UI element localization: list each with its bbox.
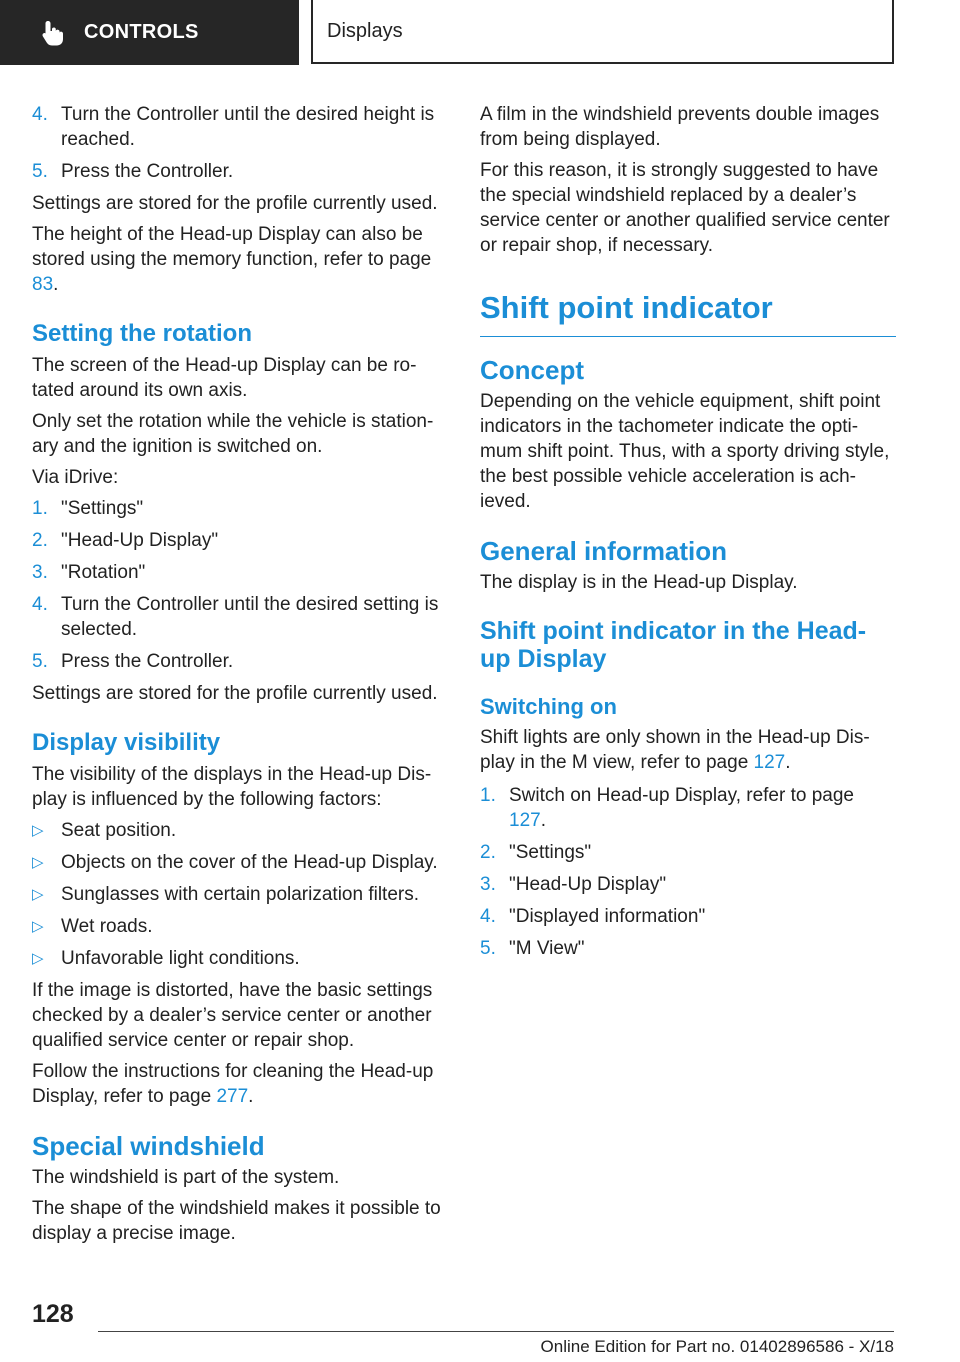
step-text-part: Switch on Head-up Display, refer to page	[509, 785, 854, 806]
list-item	[32, 818, 448, 843]
bullet-text: Sunglasses with certain polarization filters.	[61, 884, 420, 905]
triangle-bullet-icon: ▷	[32, 886, 44, 903]
hand-pointer-icon	[40, 19, 66, 47]
heading-display-visibility: Display visibility	[32, 729, 221, 756]
list-item	[32, 102, 448, 152]
triangle-bullet-icon: ▷	[32, 822, 44, 839]
paragraph: If the image is distorted, have the basic settings checked by a dealer’s service center or another qualified service center or repair shop.	[32, 980, 433, 1051]
paragraph: A film in the windshield prevents double images from being displayed.	[480, 104, 880, 150]
paragraph: The screen of the Head-up Display can be ro‐tated around its own axis.	[32, 355, 417, 401]
paragraph-end: .	[248, 1086, 254, 1107]
heading-general-information: General information	[480, 536, 728, 566]
paragraph-text: Shift lights are only shown in the Head-up Dis‐play in the M view, refer to page	[480, 727, 870, 773]
step-text: Turn the Controller until the desired height is reached.	[61, 104, 435, 150]
paragraph: The visibility of the displays in the Head-up Dis‐play is influenced by the following factors:	[32, 764, 432, 810]
rotation-steps-list	[32, 496, 448, 674]
step-text: Press the Controller.	[61, 651, 234, 672]
bullet-text: Objects on the cover of the Head-up Display.	[61, 852, 438, 873]
heading-setting-rotation: Setting the rotation	[32, 320, 252, 347]
paragraph	[32, 1059, 448, 1109]
step-number: 1.	[32, 498, 48, 519]
chapter-header	[311, 0, 894, 64]
switching-on-steps-list	[480, 783, 896, 961]
step-text: "Displayed information"	[509, 906, 706, 927]
list-item	[32, 649, 448, 674]
page-ref-link[interactable]: 127	[753, 752, 786, 773]
page-ref-link[interactable]: 83	[32, 274, 54, 295]
triangle-bullet-icon: ▷	[32, 854, 44, 871]
paragraph-end: .	[53, 274, 59, 295]
heading-shift-point-indicator: Shift point indicator	[480, 288, 896, 337]
step-text: "M View"	[509, 938, 585, 959]
section-tab-label: CONTROLS	[84, 21, 199, 43]
step-number: 5.	[480, 938, 496, 959]
left-column	[32, 102, 448, 1252]
paragraph	[480, 725, 896, 775]
step-text: Press the Controller.	[61, 161, 234, 182]
paragraph: Settings are stored for the profile currently used.	[32, 193, 438, 214]
step-number: 4.	[32, 104, 48, 125]
step-text: "Rotation"	[61, 562, 146, 583]
list-item	[32, 592, 448, 642]
triangle-bullet-icon: ▷	[32, 918, 44, 935]
list-item	[480, 783, 896, 833]
paragraph	[32, 222, 448, 297]
step-number: 3.	[32, 562, 48, 583]
paragraph-text: Follow the instructions for cleaning the Head-up Display, refer to page	[32, 1061, 434, 1107]
paragraph-end: .	[785, 752, 791, 773]
list-item	[32, 560, 448, 585]
section-tab[interactable]	[0, 0, 299, 65]
paragraph: Depending on the vehicle equipment, shift point indicators in the tachometer indicate the opti‐mum shift point. Thus, with a sporty driving style, the best possible vehicle acceleration is ach‐ieved.	[480, 391, 890, 512]
step-text	[509, 783, 896, 833]
step-number: 3.	[480, 874, 496, 895]
paragraph: The display is in the Head-up Display.	[480, 572, 798, 593]
page-ref-link[interactable]: 277	[216, 1086, 249, 1107]
paragraph: Settings are stored for the profile currently used.	[32, 683, 438, 704]
step-text: "Head-Up Display"	[61, 530, 219, 551]
right-column	[480, 102, 896, 968]
visibility-factors-list	[32, 818, 448, 971]
step-number: 2.	[480, 842, 496, 863]
edition-note: Online Edition for Part no. 01402896586 - X/18	[540, 1337, 894, 1356]
paragraph: Via iDrive:	[32, 467, 119, 488]
step-text: "Settings"	[509, 842, 592, 863]
step-text-end: .	[540, 810, 546, 831]
list-item	[480, 936, 896, 961]
list-item	[480, 840, 896, 865]
bullet-text: Seat position.	[61, 820, 177, 841]
step-text: "Settings"	[61, 498, 144, 519]
heading-shift-point-hud: Shift point indicator in the Head-up Display	[480, 617, 867, 673]
step-number: 1.	[480, 785, 496, 806]
step-text: Turn the Controller until the desired setting is selected.	[61, 594, 439, 640]
step-number: 4.	[480, 906, 496, 927]
step-text: "Head-Up Display"	[509, 874, 667, 895]
paragraph: For this reason, it is strongly suggested to have the special windshield replaced by a dealer’s service center or another qualified service center or repair shop, if necessary.	[480, 160, 890, 256]
paragraph: Only set the rotation while the vehicle is station‐ary and the ignition is switched on.	[32, 411, 434, 457]
heading-special-windshield: Special windshield	[32, 1131, 265, 1161]
list-item	[480, 872, 896, 897]
paragraph: The shape of the windshield makes it possible to display a precise image.	[32, 1198, 441, 1244]
step-number: 5.	[32, 651, 48, 672]
paragraph: The windshield is part of the system.	[32, 1167, 340, 1188]
bullet-text: Unfavorable light conditions.	[61, 948, 300, 969]
list-item	[32, 159, 448, 184]
list-item	[32, 946, 448, 971]
step-number: 4.	[32, 594, 48, 615]
chapter-title: Displays	[327, 19, 403, 42]
heading-concept: Concept	[480, 355, 584, 385]
footer-divider	[98, 1331, 894, 1332]
step-number: 5.	[32, 161, 48, 182]
paragraph-text: The height of the Head-up Display can also be stored using the memory function, refer to page	[32, 224, 432, 270]
list-item	[480, 904, 896, 929]
height-steps-list	[32, 102, 448, 184]
page-ref-link[interactable]: 127	[509, 810, 541, 831]
list-item	[32, 914, 448, 939]
heading-switching-on: Switching on	[480, 694, 617, 719]
list-item	[32, 528, 448, 553]
step-number: 2.	[32, 530, 48, 551]
list-item	[32, 496, 448, 521]
list-item	[32, 850, 448, 875]
triangle-bullet-icon: ▷	[32, 950, 44, 967]
bullet-text: Wet roads.	[61, 916, 153, 937]
list-item	[32, 882, 448, 907]
page-number: 128	[32, 1300, 74, 1328]
